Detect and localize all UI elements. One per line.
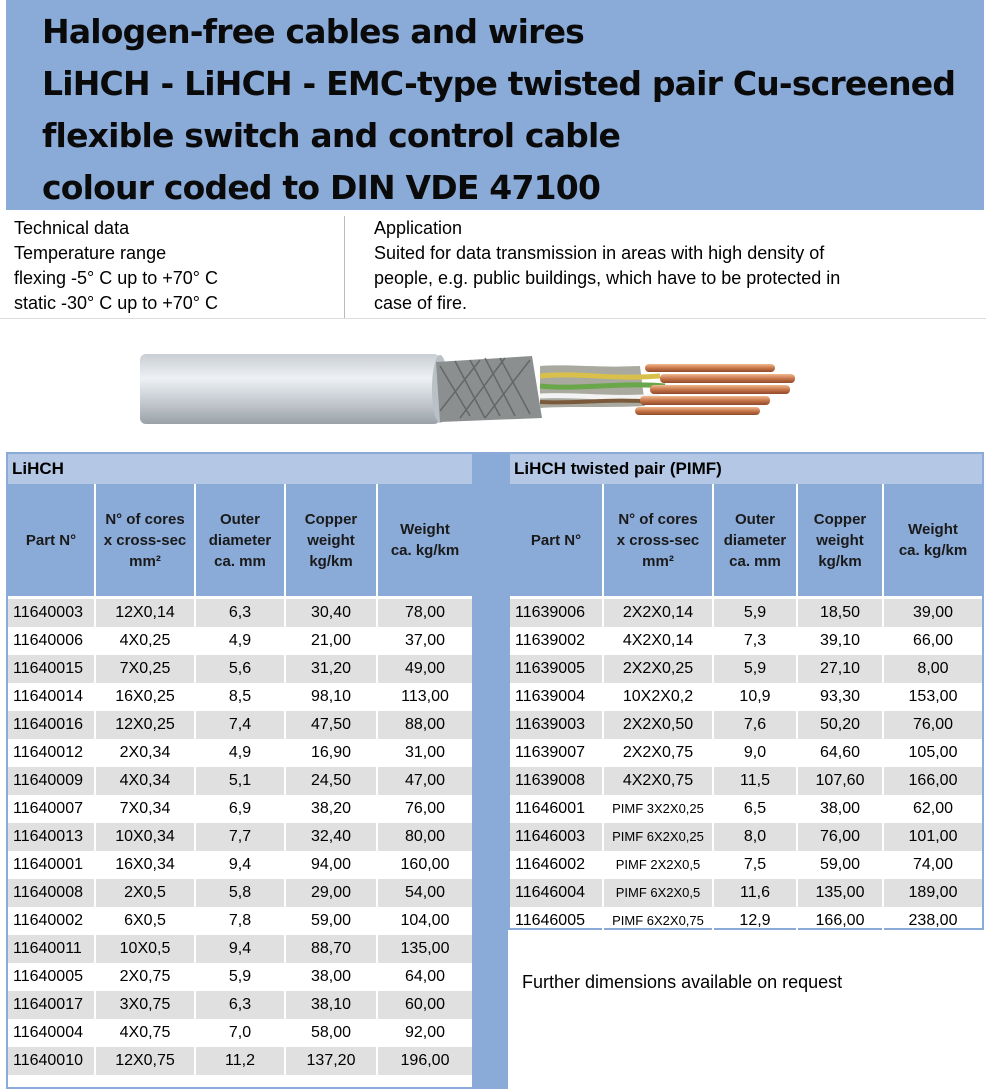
cell-weight: 47,00	[404, 772, 446, 789]
cell-cores: 2X0,5	[96, 879, 196, 907]
info-divider	[344, 216, 345, 318]
info-section	[14, 216, 974, 320]
table-row	[8, 683, 472, 711]
technical-data	[14, 216, 344, 316]
cell-copper-weight: 32,40	[286, 823, 378, 851]
header-title-line-3: flexible switch and control cable	[42, 116, 621, 155]
pimf-table-title: LiHCH twisted pair (PIMF)	[510, 454, 982, 484]
cell-copper-weight: 18,50	[798, 599, 884, 627]
header-title-line-2: LiHCH - LiHCH - EMC-type twisted pair Cu-screened	[42, 64, 956, 103]
cell-copper-weight: 58,00	[286, 1019, 378, 1047]
cell-outer-diameter: 5,9	[714, 599, 798, 627]
cell-outer-diameter: 6,3	[196, 991, 286, 1019]
cell-cores: 3X0,75	[96, 991, 196, 1019]
cell-part-no: 11640005	[8, 963, 96, 991]
cell-weight: 54,00	[404, 884, 446, 901]
cell-weight: 37,00	[404, 632, 446, 649]
pimf-table-header	[510, 484, 982, 596]
table-row	[8, 1019, 472, 1047]
cell-part-no: 11639006	[510, 599, 604, 627]
table-row	[510, 823, 982, 851]
cell-outer-diameter: 8,5	[196, 683, 286, 711]
header-title-line-4: colour coded to DIN VDE 47100	[42, 168, 601, 207]
cable-image	[140, 336, 800, 436]
cell-outer-diameter: 5,9	[714, 655, 798, 683]
cell-weight: 238,00	[908, 912, 958, 929]
cell-weight: 105,00	[908, 744, 958, 761]
cell-weight: 166,00	[908, 772, 958, 789]
cell-outer-diameter: 9,4	[196, 935, 286, 963]
cell-copper-weight: 27,10	[798, 655, 884, 683]
table-row	[8, 739, 472, 767]
cell-cores: 4X2X0,75	[604, 767, 714, 795]
cell-part-no: 11640003	[8, 599, 96, 627]
cell-outer-diameter: 6,5	[714, 795, 798, 823]
cell-cores: 12X0,25	[96, 711, 196, 739]
lihch-table-title: LiHCH	[8, 454, 472, 484]
cell-cores: 4X0,75	[96, 1019, 196, 1047]
cell-part-no: 11640006	[8, 627, 96, 655]
cell-weight: 153,00	[908, 688, 958, 705]
cell-weight: 76,00	[912, 716, 954, 733]
column-header-cores: N° of cores x cross-sec mm²	[604, 484, 714, 596]
cell-part-no: 11640004	[8, 1019, 96, 1047]
cell-cores: 7X0,34	[96, 795, 196, 823]
cell-copper-weight: 166,00	[798, 907, 884, 935]
table-row	[510, 739, 982, 767]
cell-copper-weight: 16,90	[286, 739, 378, 767]
cell-weight: 78,00	[404, 604, 446, 621]
static-temperature: static -30° C up to +70° C	[14, 293, 218, 313]
header-title-line-1: Halogen-free cables and wires	[42, 12, 584, 51]
page-header	[6, 0, 984, 210]
cell-copper-weight: 47,50	[286, 711, 378, 739]
cell-part-no: 11640001	[8, 851, 96, 879]
cell-copper-weight: 39,10	[798, 627, 884, 655]
cell-outer-diameter: 6,3	[196, 599, 286, 627]
column-header-weight: Weight ca. kg/km	[390, 521, 460, 559]
technical-data-heading: Technical data	[14, 218, 130, 238]
column-header-outer-diameter: Outer diameter ca. mm	[714, 484, 798, 596]
cell-cores: 2X2X0,75	[604, 739, 714, 767]
cell-part-no: 11640015	[8, 655, 96, 683]
cell-part-no: 11639004	[510, 683, 604, 711]
cell-copper-weight: 31,20	[286, 655, 378, 683]
cell-outer-diameter: 8,0	[714, 823, 798, 851]
cell-copper-weight: 38,00	[286, 963, 378, 991]
table-row	[510, 627, 982, 655]
cell-part-no: 11639008	[510, 767, 604, 795]
cell-copper-weight: 137,20	[286, 1047, 378, 1075]
cell-cores: 2X0,34	[96, 739, 196, 767]
column-header-copper-weight: Copper weight kg/km	[286, 484, 378, 596]
table-row	[8, 655, 472, 683]
table-row	[8, 879, 472, 907]
cell-part-no: 11639005	[510, 655, 604, 683]
column-header-cores: N° of cores x cross-sec mm²	[96, 484, 196, 596]
table-row	[8, 991, 472, 1019]
table-row	[510, 711, 982, 739]
table-row	[8, 823, 472, 851]
cell-part-no: 11639007	[510, 739, 604, 767]
cell-part-no: 11640017	[8, 991, 96, 1019]
cell-outer-diameter: 11,5	[714, 767, 798, 795]
cell-weight: 31,00	[404, 744, 446, 761]
cell-cores: PIMF 2X2X0,5	[604, 851, 714, 879]
cell-outer-diameter: 11,6	[714, 879, 798, 907]
cell-weight: 60,00	[404, 996, 446, 1013]
cell-outer-diameter: 10,9	[714, 683, 798, 711]
cell-cores: PIMF 3X2X0,25	[604, 795, 714, 823]
cell-outer-diameter: 7,3	[714, 627, 798, 655]
cell-part-no: 11639003	[510, 711, 604, 739]
cell-weight: 8,00	[917, 660, 949, 677]
cell-part-no: 11640009	[8, 767, 96, 795]
cell-copper-weight: 107,60	[798, 767, 884, 795]
cell-weight: 74,00	[912, 856, 954, 873]
cell-cores: PIMF 6X2X0,25	[604, 823, 714, 851]
column-header-part-no: Part N°	[510, 484, 604, 596]
cell-copper-weight: 93,30	[798, 683, 884, 711]
cell-cores: 7X0,25	[96, 655, 196, 683]
cell-cores: 6X0,5	[96, 907, 196, 935]
cell-copper-weight: 94,00	[286, 851, 378, 879]
column-header-weight: Weight ca. kg/km	[898, 521, 968, 559]
cell-copper-weight: 76,00	[798, 823, 884, 851]
cell-weight: 49,00	[404, 660, 446, 677]
table-row	[8, 963, 472, 991]
table-row	[8, 907, 472, 935]
cell-part-no: 11640007	[8, 795, 96, 823]
cell-weight: 76,00	[404, 800, 446, 817]
table-row	[8, 711, 472, 739]
cell-copper-weight: 98,10	[286, 683, 378, 711]
cell-outer-diameter: 5,1	[196, 767, 286, 795]
cell-outer-diameter: 4,9	[196, 739, 286, 767]
column-header-part-no: Part N°	[8, 484, 96, 596]
cell-cores: 2X2X0,25	[604, 655, 714, 683]
cell-outer-diameter: 7,7	[196, 823, 286, 851]
cell-cores: PIMF 6X2X0,5	[604, 879, 714, 907]
table-row	[8, 599, 472, 627]
cell-copper-weight: 29,00	[286, 879, 378, 907]
cell-outer-diameter: 7,6	[714, 711, 798, 739]
cell-part-no: 11639002	[510, 627, 604, 655]
cell-copper-weight: 135,00	[798, 879, 884, 907]
cell-outer-diameter: 5,9	[196, 963, 286, 991]
cell-weight: 135,00	[400, 940, 450, 957]
table-row	[8, 767, 472, 795]
cell-cores: 4X2X0,14	[604, 627, 714, 655]
application	[374, 216, 934, 316]
cell-outer-diameter: 9,0	[714, 739, 798, 767]
cell-cores: 2X2X0,14	[604, 599, 714, 627]
cell-outer-diameter: 5,6	[196, 655, 286, 683]
pimf-table-body	[510, 599, 982, 935]
cell-part-no: 11640011	[8, 935, 96, 963]
table-row	[510, 767, 982, 795]
cell-outer-diameter: 5,8	[196, 879, 286, 907]
cell-weight: 64,00	[404, 968, 446, 985]
cell-part-no: 11640002	[8, 907, 96, 935]
cell-copper-weight: 64,60	[798, 739, 884, 767]
cell-outer-diameter: 7,0	[196, 1019, 286, 1047]
cell-part-no: 11646003	[510, 823, 604, 851]
cell-outer-diameter: 9,4	[196, 851, 286, 879]
temperature-range-label: Temperature range	[14, 243, 167, 263]
cell-part-no: 11640014	[8, 683, 96, 711]
cell-cores: 10X0,5	[96, 935, 196, 963]
cell-copper-weight: 38,10	[286, 991, 378, 1019]
cell-weight: 39,00	[912, 604, 954, 621]
cell-outer-diameter: 7,5	[714, 851, 798, 879]
table-row	[510, 795, 982, 823]
cell-copper-weight: 30,40	[286, 599, 378, 627]
column-header-copper-weight: Copper weight kg/km	[798, 484, 884, 596]
table-row	[510, 851, 982, 879]
cell-weight: 160,00	[400, 856, 450, 873]
table-row	[510, 683, 982, 711]
cell-cores: 12X0,75	[96, 1047, 196, 1075]
cell-copper-weight: 59,00	[286, 907, 378, 935]
lihch-table	[6, 452, 474, 1089]
cell-outer-diameter: 7,4	[196, 711, 286, 739]
application-heading: Application	[374, 218, 463, 238]
cell-copper-weight: 38,20	[286, 795, 378, 823]
cell-part-no: 11640010	[8, 1047, 96, 1075]
cell-copper-weight: 59,00	[798, 851, 884, 879]
cell-cores: PIMF 6X2X0,75	[604, 907, 714, 935]
cell-outer-diameter: 6,9	[196, 795, 286, 823]
cell-part-no: 11646002	[510, 851, 604, 879]
tables-divider	[474, 452, 508, 1089]
cell-part-no: 11646005	[510, 907, 604, 935]
cell-outer-diameter: 4,9	[196, 627, 286, 655]
table-row	[8, 935, 472, 963]
cell-weight: 113,00	[401, 688, 449, 705]
cell-cores: 16X0,25	[96, 683, 196, 711]
table-row	[8, 795, 472, 823]
table-row	[510, 879, 982, 907]
cell-copper-weight: 21,00	[286, 627, 378, 655]
cell-cores: 16X0,34	[96, 851, 196, 879]
cell-cores: 10X2X0,2	[604, 683, 714, 711]
cell-weight: 104,00	[400, 912, 450, 929]
cell-part-no: 11646001	[510, 795, 604, 823]
cell-part-no: 11640016	[8, 711, 96, 739]
application-text-line-3: case of fire.	[374, 293, 468, 313]
table-row	[510, 907, 982, 935]
cell-weight: 80,00	[404, 828, 446, 845]
cell-cores: 2X0,75	[96, 963, 196, 991]
cell-weight: 189,00	[908, 884, 958, 901]
cell-outer-diameter: 11,2	[196, 1047, 286, 1075]
table-row	[8, 1047, 472, 1075]
cell-outer-diameter: 12,9	[714, 907, 798, 935]
cell-weight: 92,00	[404, 1024, 446, 1041]
cell-copper-weight: 24,50	[286, 767, 378, 795]
cell-copper-weight: 50,20	[798, 711, 884, 739]
lihch-table-body	[8, 599, 472, 1075]
footnote: Further dimensions available on request	[522, 972, 843, 992]
cell-weight: 196,00	[400, 1052, 450, 1069]
cell-cores: 4X0,34	[96, 767, 196, 795]
cell-cores: 2X2X0,50	[604, 711, 714, 739]
cell-cores: 4X0,25	[96, 627, 196, 655]
flexing-temperature: flexing -5° C up to +70° C	[14, 268, 219, 288]
cell-outer-diameter: 7,8	[196, 907, 286, 935]
info-bottom-rule	[0, 318, 986, 319]
cell-weight: 88,00	[404, 716, 446, 733]
table-row	[8, 851, 472, 879]
application-text-line-1: Suited for data transmission in areas with high density of	[374, 243, 825, 263]
lihch-table-header	[8, 484, 472, 596]
cell-weight: 66,00	[912, 632, 954, 649]
application-text-line-2: people, e.g. public buildings, which have to be protected in	[374, 268, 841, 288]
cell-weight: 62,00	[912, 800, 954, 817]
table-row	[510, 599, 982, 627]
cell-part-no: 11646004	[510, 879, 604, 907]
cell-part-no: 11640013	[8, 823, 96, 851]
cell-part-no: 11640012	[8, 739, 96, 767]
table-row	[8, 627, 472, 655]
pimf-table	[508, 452, 984, 930]
cell-part-no: 11640008	[8, 879, 96, 907]
cell-copper-weight: 38,00	[798, 795, 884, 823]
column-header-outer-diameter: Outer diameter ca. mm	[196, 484, 286, 596]
cell-cores: 12X0,14	[96, 599, 196, 627]
cell-cores: 10X0,34	[96, 823, 196, 851]
table-row	[510, 655, 982, 683]
cell-weight: 101,00	[908, 828, 958, 845]
cell-copper-weight: 88,70	[286, 935, 378, 963]
